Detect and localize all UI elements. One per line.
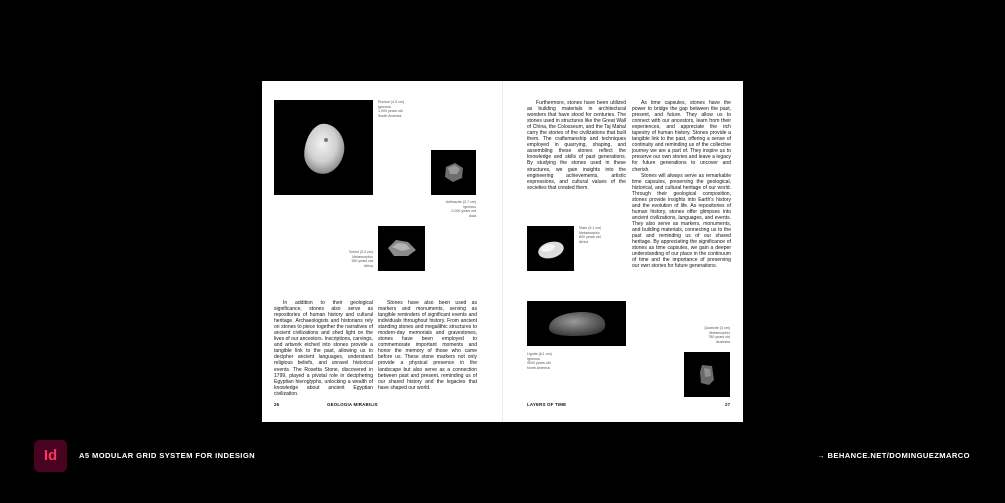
right-folio-number: 27 <box>725 402 731 407</box>
anthracite-photo <box>431 150 476 195</box>
anthracite-caption: Anthracite (3.7 cm) Igneous 2,000 years old Asia <box>445 200 476 218</box>
arrow-right-icon: → <box>817 451 825 460</box>
quartzite-caption: Quartzite (3 cm) Metamorphic 780 years old Australia <box>704 326 730 344</box>
pumice-photo <box>274 100 373 195</box>
left-folio-title: GEOLOGIA MIRABILIS <box>327 402 378 407</box>
spine-gutter <box>502 81 503 422</box>
indesign-app-icon: Id <box>34 440 67 472</box>
schist-photo <box>378 226 425 271</box>
schist-caption: Schist (3.3 cm) Metamorphic 350 years old Africa <box>349 250 373 268</box>
footer-title: A5 MODULAR GRID SYSTEM FOR INDESIGN <box>79 451 256 460</box>
right-body-column-2: As time capsules, stones have the power to bridge the gap between the past, present, and future. They allow us to connect with our ancestors, learn from their experiences, and appreciate the rich tapestry of human history. Stones provide a tangible link to the past, offering a sense of continuity and reminding us of the collective journey we are a part of. They inspire us to preserve our own stories and leave a legacy for future generations to uncover and cherish. Stones will always serve as remarkable time capsules, preserving the geological, historical, and cultural heritage of our world. Through their geological composition, stones provide insights into Earth's history and the evolution of life. As repositories of human history, stones offer glimpses into ancient civilizations, languages, and events. They also serve as markers, monuments, and building materials, connecting us to the past and reminding us of our shared heritage. By appreciating the significance of stones as time capsules, we gain a deeper understanding of our place in the continuum of time and the importance of preserving our own stories for future generations. <box>632 100 731 270</box>
footer-link[interactable] <box>817 451 970 460</box>
left-folio-number: 26 <box>274 402 280 407</box>
right-body-column-1: Furthermore, stones have been utilized as building materials in architectural wonders that have stood for centuries. The stones used in structures like the Great Wall of China, the Colosseum, and the Taj Mahal carry the stories of the civilizations that built them. The craftsmanship and techniques employed in quarrying, shaping, and assembling these stones reflect the knowledge and skills of past generations. By studying the stones used in these structures, we gain insights into the engineering achievements, artistic expressions, and cultural values of the societies that created them. <box>527 100 626 191</box>
left-body-column-1: In addition to their geological significance, stones also serve as repositories of human history and cultural heritage. Archaeologists and historians rely on stones to piece together the narratives of ancient civilizations and shed light on the lives of our ancestors. Inscriptions, carvings, and artwork etched into stones provide a tangible link to the past, allowing us to decipher ancient languages, understand religious beliefs, and unravel historical events. The Rosetta Stone, discovered in 1799, played a pivotal role in deciphering Egyptian hieroglyphs, unlocking a wealth of knowledge about ancient Egyptian civilization. <box>274 300 374 397</box>
quartzite-photo <box>684 352 730 397</box>
left-body-column-2: Stones have also been used as markers and monuments, serving as tangible reminders of significant events and individuals throughout history. From ancient standing stones and megalithic structures to modern-day memorials and gravestones, stones have been employed to commemorate important moments and honor the memory of those who came before us. These stone markers not only provide a physical presence in the landscape but also serve as a connection between past and present, reminding us of our shared history and the legacies that have shaped our world. <box>378 300 477 391</box>
behance-link-text: BEHANCE.NET/DOMINGUEZMARCO <box>827 451 970 460</box>
lignite-photo <box>527 301 626 346</box>
lignite-caption: Lignite (6.1 cm) Igneous 9000 years old North America <box>527 352 552 370</box>
pumice-caption: Pumice (4.5 cm) Igneous 1,000 years old South America <box>378 100 405 118</box>
right-folio-title: LAYERS OF TIME <box>527 402 567 407</box>
slate-caption: Slate (5.1 cm) Metamorphic 800 years old Africa <box>579 226 602 244</box>
slate-photo <box>527 226 574 271</box>
